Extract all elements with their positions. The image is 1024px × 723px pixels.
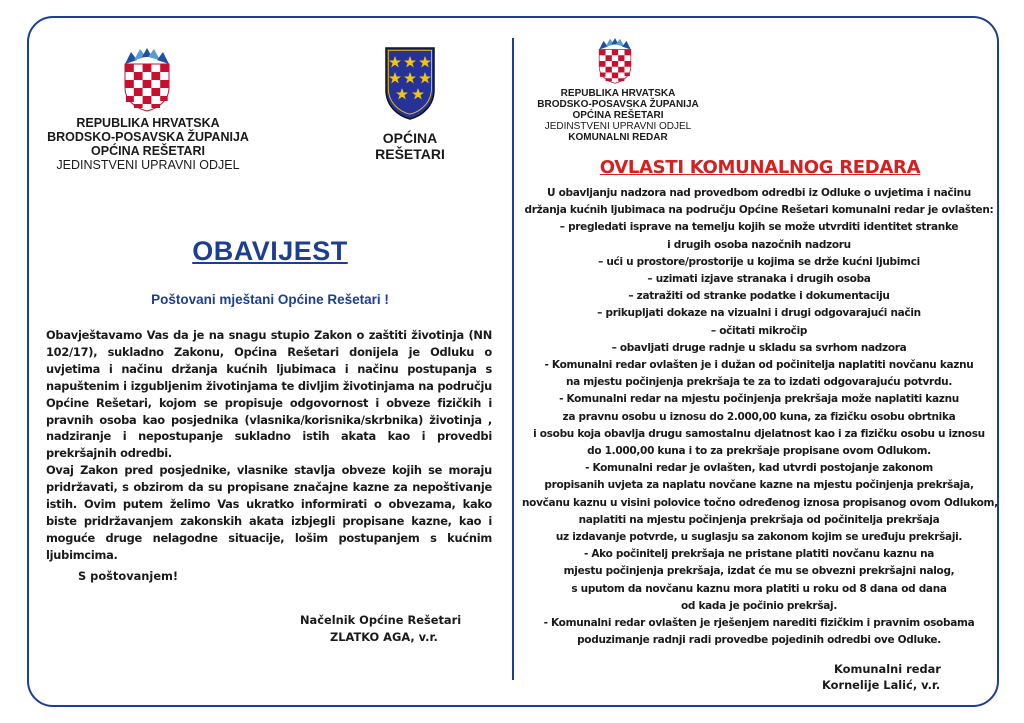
signature-name: Kornelije Lalić, v.r. bbox=[822, 678, 941, 692]
powers-line: - Ako počinitelj prekršaja ne pristane platiti novčanu kaznu na bbox=[583, 548, 935, 561]
powers-line: od kada je počinio prekršaj. bbox=[680, 599, 838, 612]
header-county: BRODSKO-POSAVSKA ŽUPANIJA bbox=[537, 99, 699, 110]
signature-name: ZLATKO AGA, v.r. bbox=[330, 630, 438, 644]
powers-line: držanja kućnih ljubimaca na području Općine Rešetari komunalni redar je ovlašten: bbox=[524, 204, 994, 217]
header-county: BRODSKO-POSAVSKA ŽUPANIJA bbox=[47, 130, 249, 144]
powers-line: - Komunalni redar ovlašten je i dužan od počinitelja naplatiti novčanu kaznu bbox=[544, 359, 974, 372]
right-header bbox=[528, 88, 708, 143]
powers-line: na mjestu počinjenja prekršaja te za to izdati odgovarajuću potvrdu. bbox=[565, 376, 953, 389]
signature-title: Načelnik Općine Rešetari bbox=[300, 613, 462, 627]
powers-line: i drugih osoba nazočnih nadzoru bbox=[667, 238, 851, 251]
powers-line: mjestu počinjenja prekršaja, izdat će mu se obvezni prekršajni nalog, bbox=[563, 565, 955, 578]
powers-title: OVLASTI KOMUNALNOG REDARA bbox=[599, 157, 921, 178]
header-office: KOMUNALNI REDAR bbox=[568, 132, 668, 143]
column-divider bbox=[512, 38, 514, 680]
left-signature bbox=[300, 612, 500, 646]
emblem-caption-line1: OPĆINA bbox=[382, 130, 438, 146]
powers-line: – prikupljati dokaze na vizualni i drugi odgovarajući način bbox=[597, 307, 921, 320]
powers-line: – očitati mikročip bbox=[710, 324, 808, 337]
powers-line: - Komunalni redar je ovlašten, kad utvrdi postojanje zakonom bbox=[585, 462, 933, 475]
opcina-resetari-emblem-icon bbox=[384, 46, 436, 120]
croatian-coat-of-arms-icon bbox=[122, 48, 172, 112]
powers-line: naplatiti na mjestu počinjenja prekršaja od počinitelja prekršaja bbox=[578, 513, 940, 526]
powers-line: poduzimanje radnji radi provedbe pojedinih odredbi ove Odluke. bbox=[577, 634, 941, 647]
powers-line: – zatražiti od stranke podatke i dokumentaciju bbox=[628, 290, 890, 303]
notice-title: OBAVIJEST bbox=[192, 236, 348, 266]
greeting: Poštovani mještani Općine Rešetari ! bbox=[151, 292, 389, 307]
powers-line: – ući u prostore/prostorije u kojima se drže kućni ljubimci bbox=[598, 255, 920, 268]
powers-line: novčanu kaznu u visini polovice točno određenog iznosa propisanog ovom Odlukom, bbox=[522, 496, 998, 509]
powers-line: s uputom da novčanu kaznu mora platiti u roku od 8 dana od dana bbox=[571, 582, 947, 595]
powers-line: – uzimati izjave stranaka i drugih osoba bbox=[647, 273, 871, 286]
closing: S poštovanjem! bbox=[78, 569, 179, 583]
header-municipality: OPĆINA REŠETARI bbox=[91, 144, 205, 158]
header-department: JEDINSTVENI UPRAVNI ODJEL bbox=[544, 121, 692, 132]
powers-line: - Komunalni redar na mjestu počinjenja prekršaja može naplatiti kaznu bbox=[559, 393, 959, 406]
powers-line: – obavljati druge radnje u skladu sa svrhom nadzora bbox=[611, 341, 907, 354]
emblem-caption-line2: REŠETARI bbox=[375, 146, 445, 162]
emblem-caption bbox=[360, 130, 460, 162]
notice-paragraph: Obavještavamo Vas da je na snagu stupio Zakon o zaštiti životinja (NN 102/17), sukladno Zakonu, Općina Rešetari donijela je Odluku o uvjetima i načinu držanja kućnih ljubimaca i načinu postupanja s napuštenim i izgubljenim životinjama te divljim životinjama na području Općine Rešetari, kojom se propisuje odgovornost i obveze fizičkih i pravnih osoba kao posjednika (vlasnika/korisnika/skrbnika) životinja , nadziranje i nepostupanje sukladno istih akata kao i provedbi prekršajnih odredbi. bbox=[46, 328, 492, 461]
header-department: JEDINSTVENI UPRAVNI ODJEL bbox=[56, 158, 240, 172]
powers-line: za pravnu osobu u iznosu do 2.000,00 kuna, za fizičku osobu obrtnika bbox=[562, 410, 956, 423]
powers-line: i osobu koja obavlja drugu samostalnu djelatnost kao i za fizičku osobu u iznosu bbox=[533, 427, 985, 440]
powers-line: uz izdavanje potvrde, u suglasju sa zakonom kojim se uređuju prekršaji. bbox=[555, 531, 963, 544]
powers-line: – pregledati isprave na temelju kojih se može utvrditi identitet stranke bbox=[559, 221, 959, 234]
croatian-coat-of-arms-icon bbox=[597, 38, 633, 84]
powers-body bbox=[522, 185, 996, 649]
header-country: REPUBLIKA HRVATSKA bbox=[76, 116, 220, 130]
header-country: REPUBLIKA HRVATSKA bbox=[560, 88, 676, 99]
powers-line: U obavljanju nadzora nad provedbom odredbi iz Odluke o uvjetima i načinu bbox=[547, 187, 971, 199]
powers-line: do 1.000,00 kuna i to za prekršaje propisane ovom Odlukom. bbox=[587, 445, 931, 458]
powers-line: - Komunalni redar ovlašten je rješenjem narediti fizičkim i pravnim osobama bbox=[543, 617, 975, 630]
powers-line: propisanih uvjeta za naplatu novčane kazne na mjestu počinjenja prekršaja, bbox=[544, 479, 974, 492]
notice-body bbox=[46, 327, 492, 564]
signature-title: Komunalni redar bbox=[834, 662, 941, 676]
notice-paragraph: Ovaj Zakon pred posjednike, vlasnike stavlja obveze kojih se moraju pridržavati, s obzirom da su propisane značajne kazne za nepoštivanje istih. Ovim putem želimo Vas ukratko informirati o obvezama, kako biste pridržavanjem zakonskih akata izbjegli propisane kazne, kao i moguće druge nelagodne situacije, lošim postupanjem s kućnim ljubimcima. bbox=[46, 463, 492, 562]
right-signature bbox=[822, 661, 972, 693]
header-municipality: OPĆINA REŠETARI bbox=[572, 110, 664, 121]
left-header bbox=[30, 116, 266, 172]
